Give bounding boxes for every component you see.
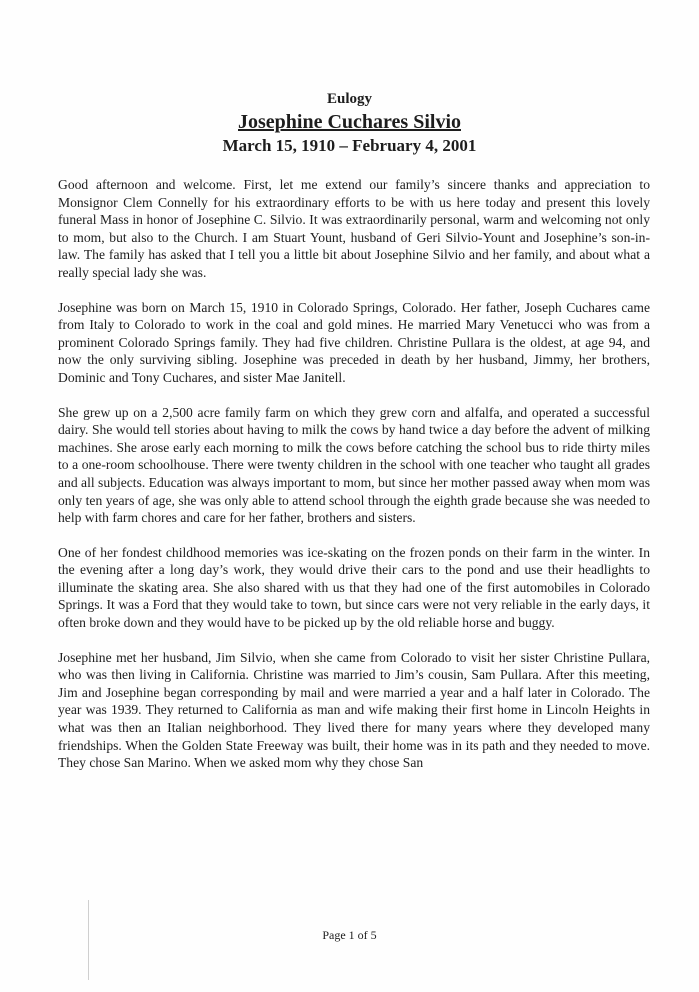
document-dates: March 15, 1910 – February 4, 2001 bbox=[222, 136, 477, 155]
document-header bbox=[0, 90, 699, 156]
paragraph-3: She grew up on a 2,500 acre family farm on which they grew corn and alfalfa, and operated a successful dairy. She would tell stories about having to milk the cows by hand twice a day before the advent of milking machines. She arose early each morning to milk the cows before catching the school bus to ride thirty miles to a one-room schoolhouse. There were twenty children in the school with one teacher who taught all grades and all subjects. Education was always important to mom, but since her mother passed away when mom was only ten years of age, she was only able to attend school through the eighth grade because she was needed to help with farm chores and care for her father, brothers and sisters. bbox=[58, 404, 650, 526]
paragraph-2: Josephine was born on March 15, 1910 in Colorado Springs, Colorado. Her father, Joseph Cuchares came from Italy to Colorado to work in the coal and gold mines. He married Mary Venetucci who was from a prominent Colorado Springs family. They had five children. Christine Pullara is the oldest, at age 94, and now the only surviving sibling. Josephine was preceded in death by her husband, Jimmy, her brothers, Dominic and Tony Cuchares, and sister Mae Janitell. bbox=[58, 299, 650, 385]
page-number: Page 1 of 5 bbox=[322, 928, 377, 942]
paragraph-1: Good afternoon and welcome. First, let me extend our family’s sincere thanks and appreciation to Monsignor Clem Connelly for his extraordinary efforts to be with us here today and present this lovely funeral Mass in honor of Josephine C. Silvio. It was extraordinarily personal, warm and welcoming not only to mom, but also to the Church. I am Stuart Yount, husband of Geri Silvio-Yount and Josephine’s son-in-law. The family has asked that I tell you a little bit about Josephine Silvio and her family, and about what a really special lady she was. bbox=[58, 177, 650, 280]
paragraph-4: One of her fondest childhood memories was ice-skating on the frozen ponds on their farm in the winter. In the evening after a long day’s work, they would drive their cars to the pond and use their headlights to illuminate the skating area. She also shared with us that they had one of the first automobiles in Colorado Springs. It was a Ford that they would take to town, but since cars were not very reliable in the early days, it often broke down and they would have to be picked up by the old reliable horse and buggy. bbox=[58, 544, 650, 631]
document-body bbox=[58, 176, 650, 789]
document-title: Josephine Cuchares Silvio bbox=[238, 111, 461, 133]
paragraph-5: Josephine met her husband, Jim Silvio, when she came from Colorado to visit her sister Christine Pullara, who was then living in California. Christine was married to Jim’s cousin, Sam Pullara. After this meeting, Jim and Josephine began corresponding by mail and were married a year and a half later in Colorado. The year was 1939. They returned to California as man and wife making their first home in Lincoln Heights in what was then an Italian neighborhood. They lived there for many years where they developed many friendships. When the Golden State Freeway was built, their home was in its path and they needed to move. They chose San Marino. When we asked mom why they chose San bbox=[58, 649, 650, 771]
document-label: Eulogy bbox=[326, 91, 372, 107]
